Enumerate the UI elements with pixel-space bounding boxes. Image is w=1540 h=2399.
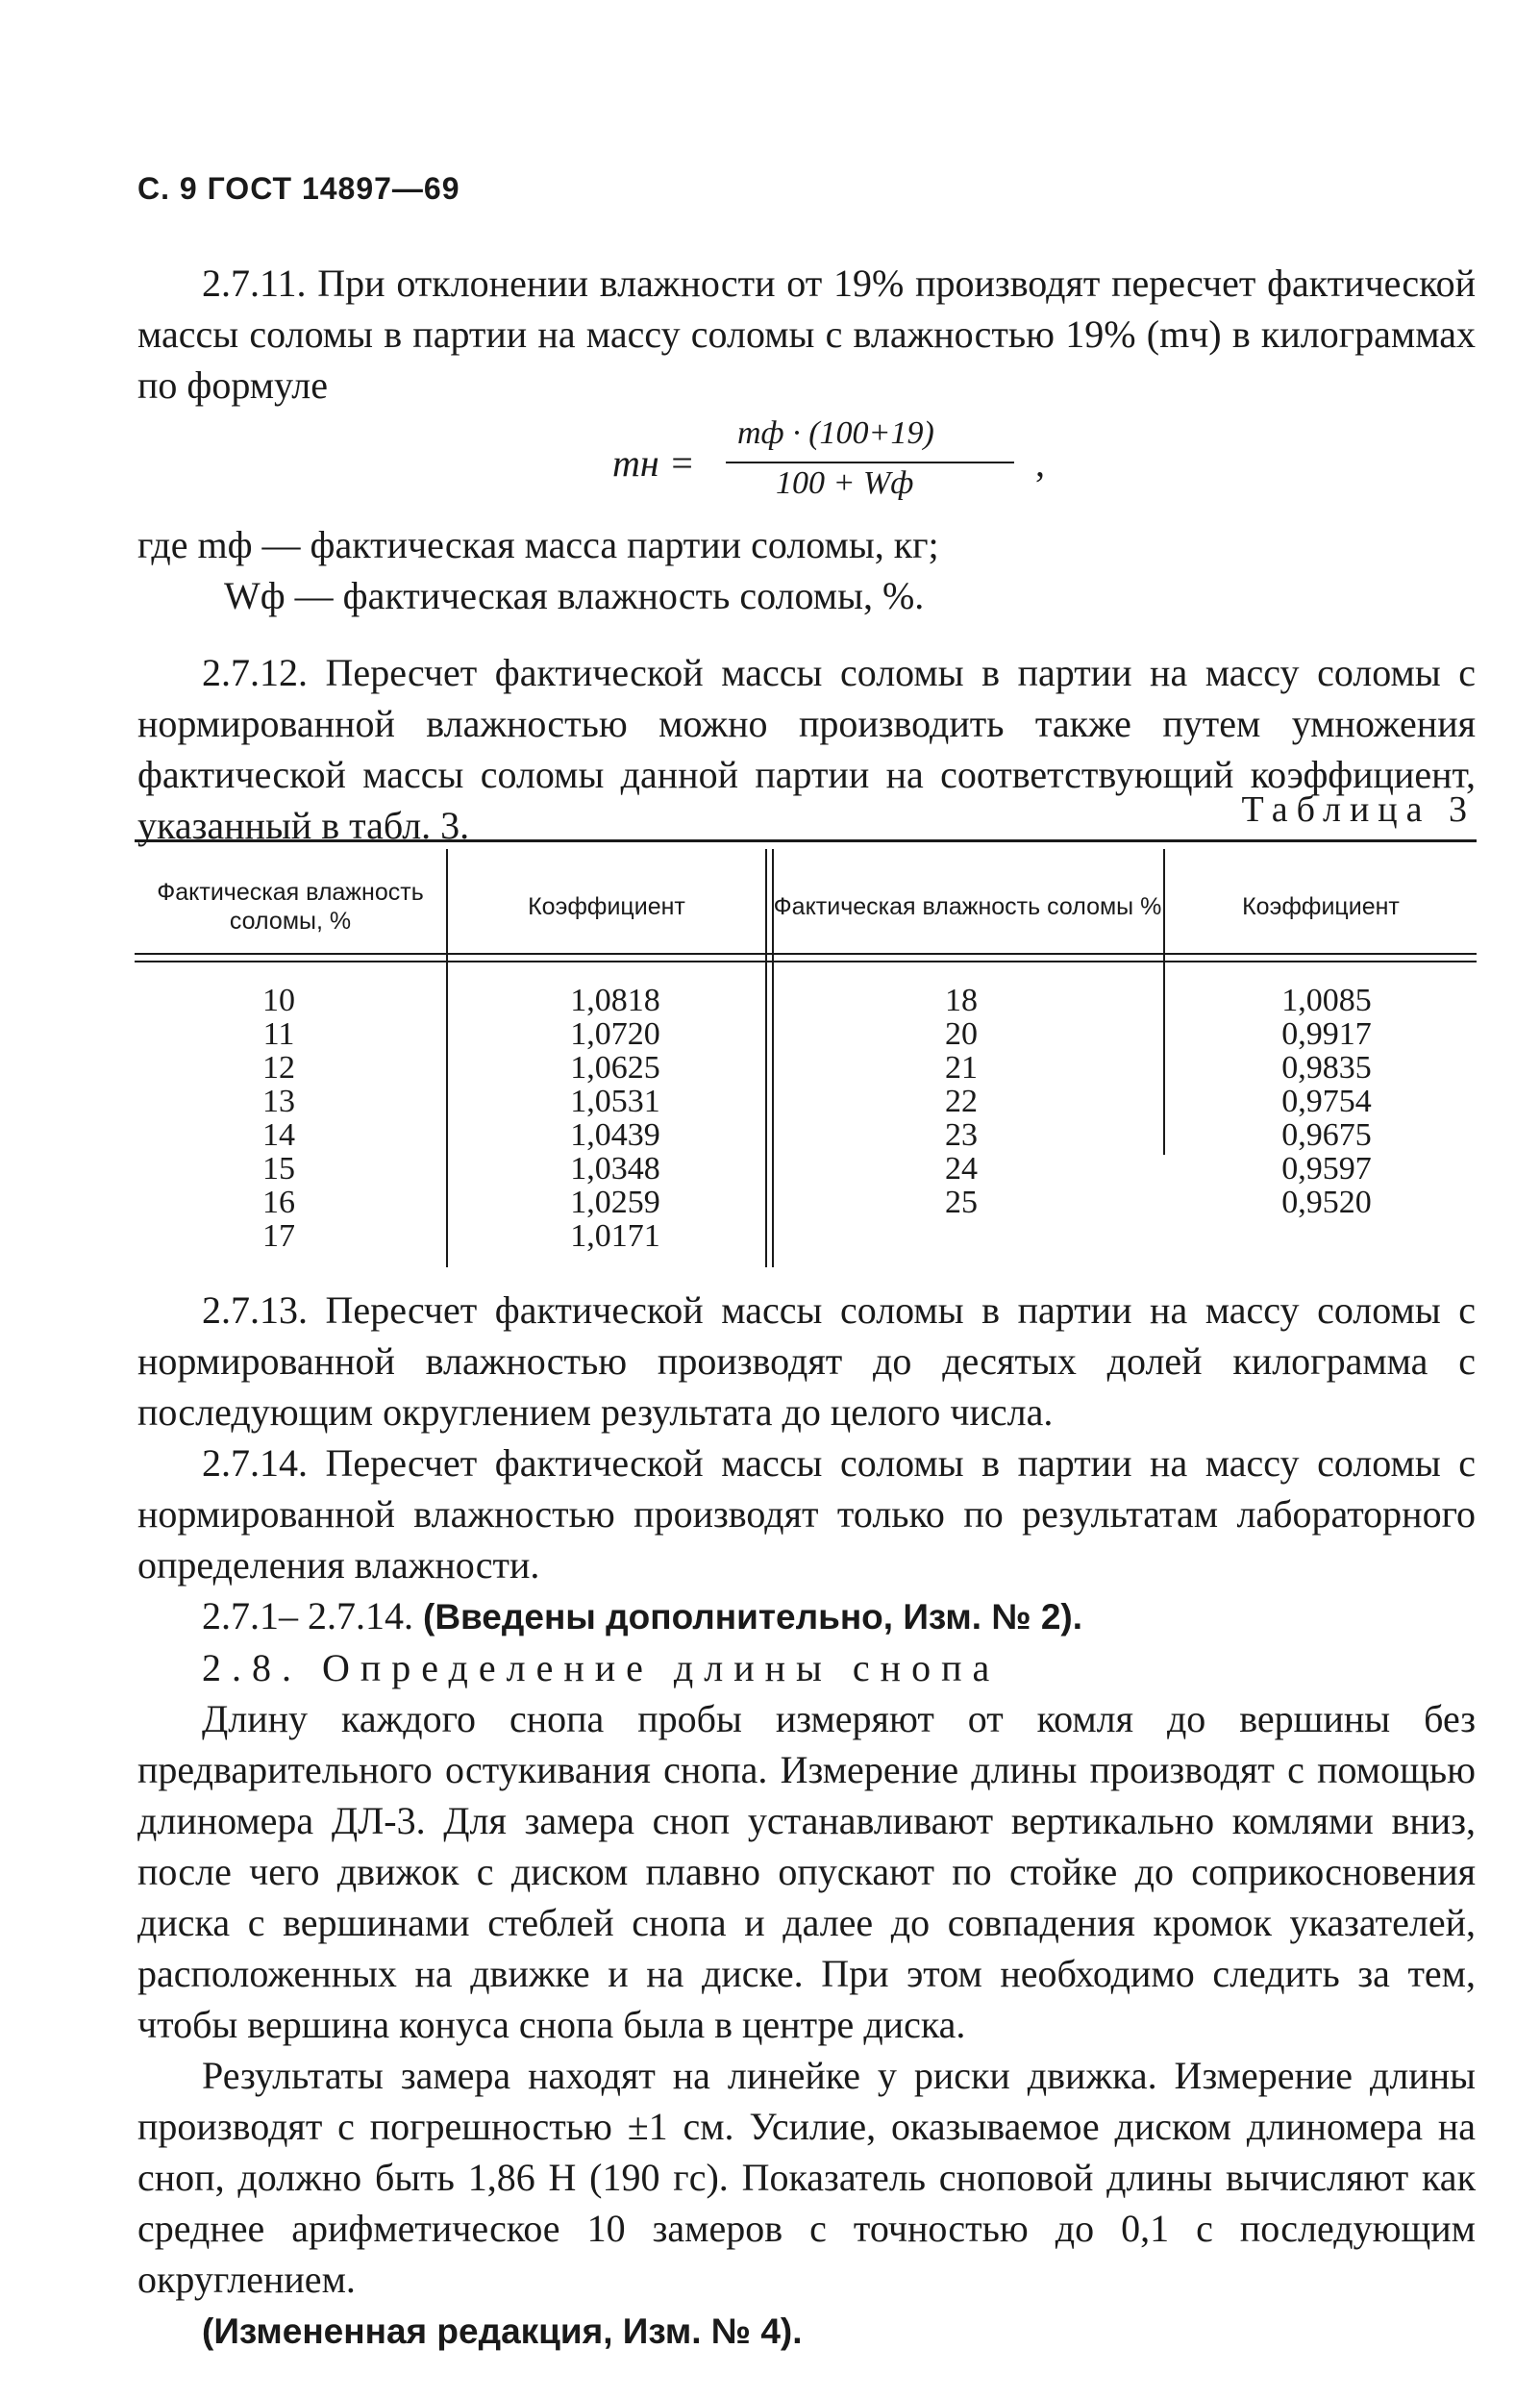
paragraph-2-7-11: 2.7.11. При отклонении влажности от 19% производят пересчет фактической массы соломы в партии на массу соломы с влажностью 19% (mч) в килограммах по формуле xyxy=(137,262,1476,407)
cell-coefficient: 0,9675 xyxy=(1281,1117,1372,1153)
formula-lhs: mн = xyxy=(612,441,695,485)
cell-coefficient: 0,9520 xyxy=(1281,1185,1372,1220)
cell-coefficient: 1,0439 xyxy=(570,1117,660,1153)
cell-moisture: 25 xyxy=(945,1185,978,1220)
paragraph-2-7-13: 2.7.13. Пересчет фактической массы соломы в партии на массу соломы с нормированной влажностью производят до десятых долей килограмма с последующим округлением результата до целого числа. xyxy=(137,1288,1476,1434)
cell-moisture: 18 xyxy=(945,983,978,1018)
cell-moisture: 17 xyxy=(262,1218,295,1254)
header-coef-right: Коэффициент xyxy=(1242,893,1400,920)
table-header-rule xyxy=(135,953,1477,962)
amendment-2-text: (Введены дополнительно, Изм. № 2). xyxy=(423,1597,1083,1637)
formula xyxy=(612,413,1055,510)
cell-moisture: 10 xyxy=(262,983,295,1018)
cell-coefficient: 1,0625 xyxy=(570,1050,660,1086)
cell-coefficient: 1,0259 xyxy=(570,1185,660,1220)
formula-comma: , xyxy=(1035,441,1045,485)
cell-moisture: 14 xyxy=(262,1117,295,1153)
amendment-note-4 xyxy=(137,2305,1476,2357)
cell-coefficient: 1,0818 xyxy=(570,983,660,1018)
coefficient-table xyxy=(135,839,1477,1274)
cell-moisture: 24 xyxy=(945,1151,978,1187)
cell-coefficient: 0,9917 xyxy=(1281,1016,1372,1052)
cell-moisture: 12 xyxy=(262,1050,295,1086)
column-moisture-right xyxy=(894,984,1029,1219)
body-continued xyxy=(137,1285,1476,2357)
paragraph-2-7-14: 2.7.14. Пересчет фактической массы соломы в партии на массу соломы с нормированной влажностью производят только по результатам лабораторного определения влажности. xyxy=(137,1441,1476,1587)
cell-coefficient: 0,9754 xyxy=(1281,1084,1372,1119)
paragraph-length-result: Результаты замера находят на линейке у риски движка. Измерение длины производят с погрешностью ±1 см. Усилие, оказываемое диском длиномера на сноп, должно быть 1,86 Н (190 гс). Показатель сноповой длины вычисляют как среднее арифметическое 10 замеров с точностью до 0,1 с последующим округлением. xyxy=(137,2054,1476,2301)
column-coef-right xyxy=(1240,984,1413,1219)
cell-coefficient: 1,0531 xyxy=(570,1084,660,1119)
amendment-note-2 xyxy=(137,1590,1476,1642)
cell-coefficient: 0,9835 xyxy=(1281,1050,1372,1086)
paragraph-2-7-11-block xyxy=(137,258,1476,411)
cell-coefficient: 1,0085 xyxy=(1281,983,1372,1018)
header-moisture-left: Фактическая влажность соломы, % xyxy=(157,879,424,935)
column-coef-left xyxy=(529,984,702,1253)
formula-denominator: 100 + Wф xyxy=(776,465,914,501)
formula-fraction-bar xyxy=(726,462,1014,463)
page-header: С. 9 ГОСТ 14897—69 xyxy=(137,171,460,206)
cell-moisture: 21 xyxy=(945,1050,978,1086)
cell-moisture: 23 xyxy=(945,1117,978,1153)
cell-coefficient: 1,0171 xyxy=(570,1218,660,1254)
header-moisture-right: Фактическая влажность соломы % xyxy=(773,893,1162,920)
formula-numerator: mф · (100+19) xyxy=(737,415,934,451)
formula-legend xyxy=(137,519,939,621)
amendment-4-text: (Измененная редакция, Изм. № 4). xyxy=(202,2312,803,2351)
cell-coefficient: 0,9597 xyxy=(1281,1151,1372,1187)
cell-moisture: 11 xyxy=(262,1016,295,1052)
legend-line-moisture: Wф — фактическая влажность соломы, %. xyxy=(224,574,925,617)
amendment-2-prefix: 2.7.1– 2.7.14. xyxy=(202,1594,413,1637)
header-coef-left: Коэффициент xyxy=(528,893,685,920)
legend-line-mass: где mф — фактическая масса партии соломы, кг; xyxy=(137,523,939,566)
cell-moisture: 20 xyxy=(945,1016,978,1052)
section-heading-2-8: 2.8. Определение длины снопа xyxy=(202,1646,1001,1689)
table-caption: Таблица 3 xyxy=(1241,789,1476,830)
column-moisture-left xyxy=(211,984,346,1253)
table-top-rule xyxy=(135,839,1477,842)
cell-moisture: 16 xyxy=(262,1185,295,1220)
cell-coefficient: 1,0348 xyxy=(570,1151,660,1187)
cell-moisture: 13 xyxy=(262,1084,295,1119)
paragraph-2-7-12: 2.7.12. Пересчет фактической массы соломы в партии на массу соломы с нормированной влажностью можно производить также путем умножения фактической массы соломы данной партии на соответствующий коэффициент, указанный в табл. 3. xyxy=(137,651,1476,847)
cell-moisture: 15 xyxy=(262,1151,295,1187)
cell-coefficient: 1,0720 xyxy=(570,1016,660,1052)
paragraph-length-measurement: Длину каждого снопа пробы измеряют от комля до вершины без предварительного остукивания снопа. Измерение длины производят с помощью длиномера ДЛ-3. Для замера сноп устанавливают вертикально комлями вниз, после чего движок с диском плавно опускают по стойке до соприкосновения диска с вершинами стеблей снопа и далее до совпадения кромок указателей, расположенных на движке и на диске. При этом необходимо следить за тем, чтобы вершина конуса снопа была в центре диска. xyxy=(137,1697,1476,2046)
cell-moisture: 22 xyxy=(945,1084,978,1119)
